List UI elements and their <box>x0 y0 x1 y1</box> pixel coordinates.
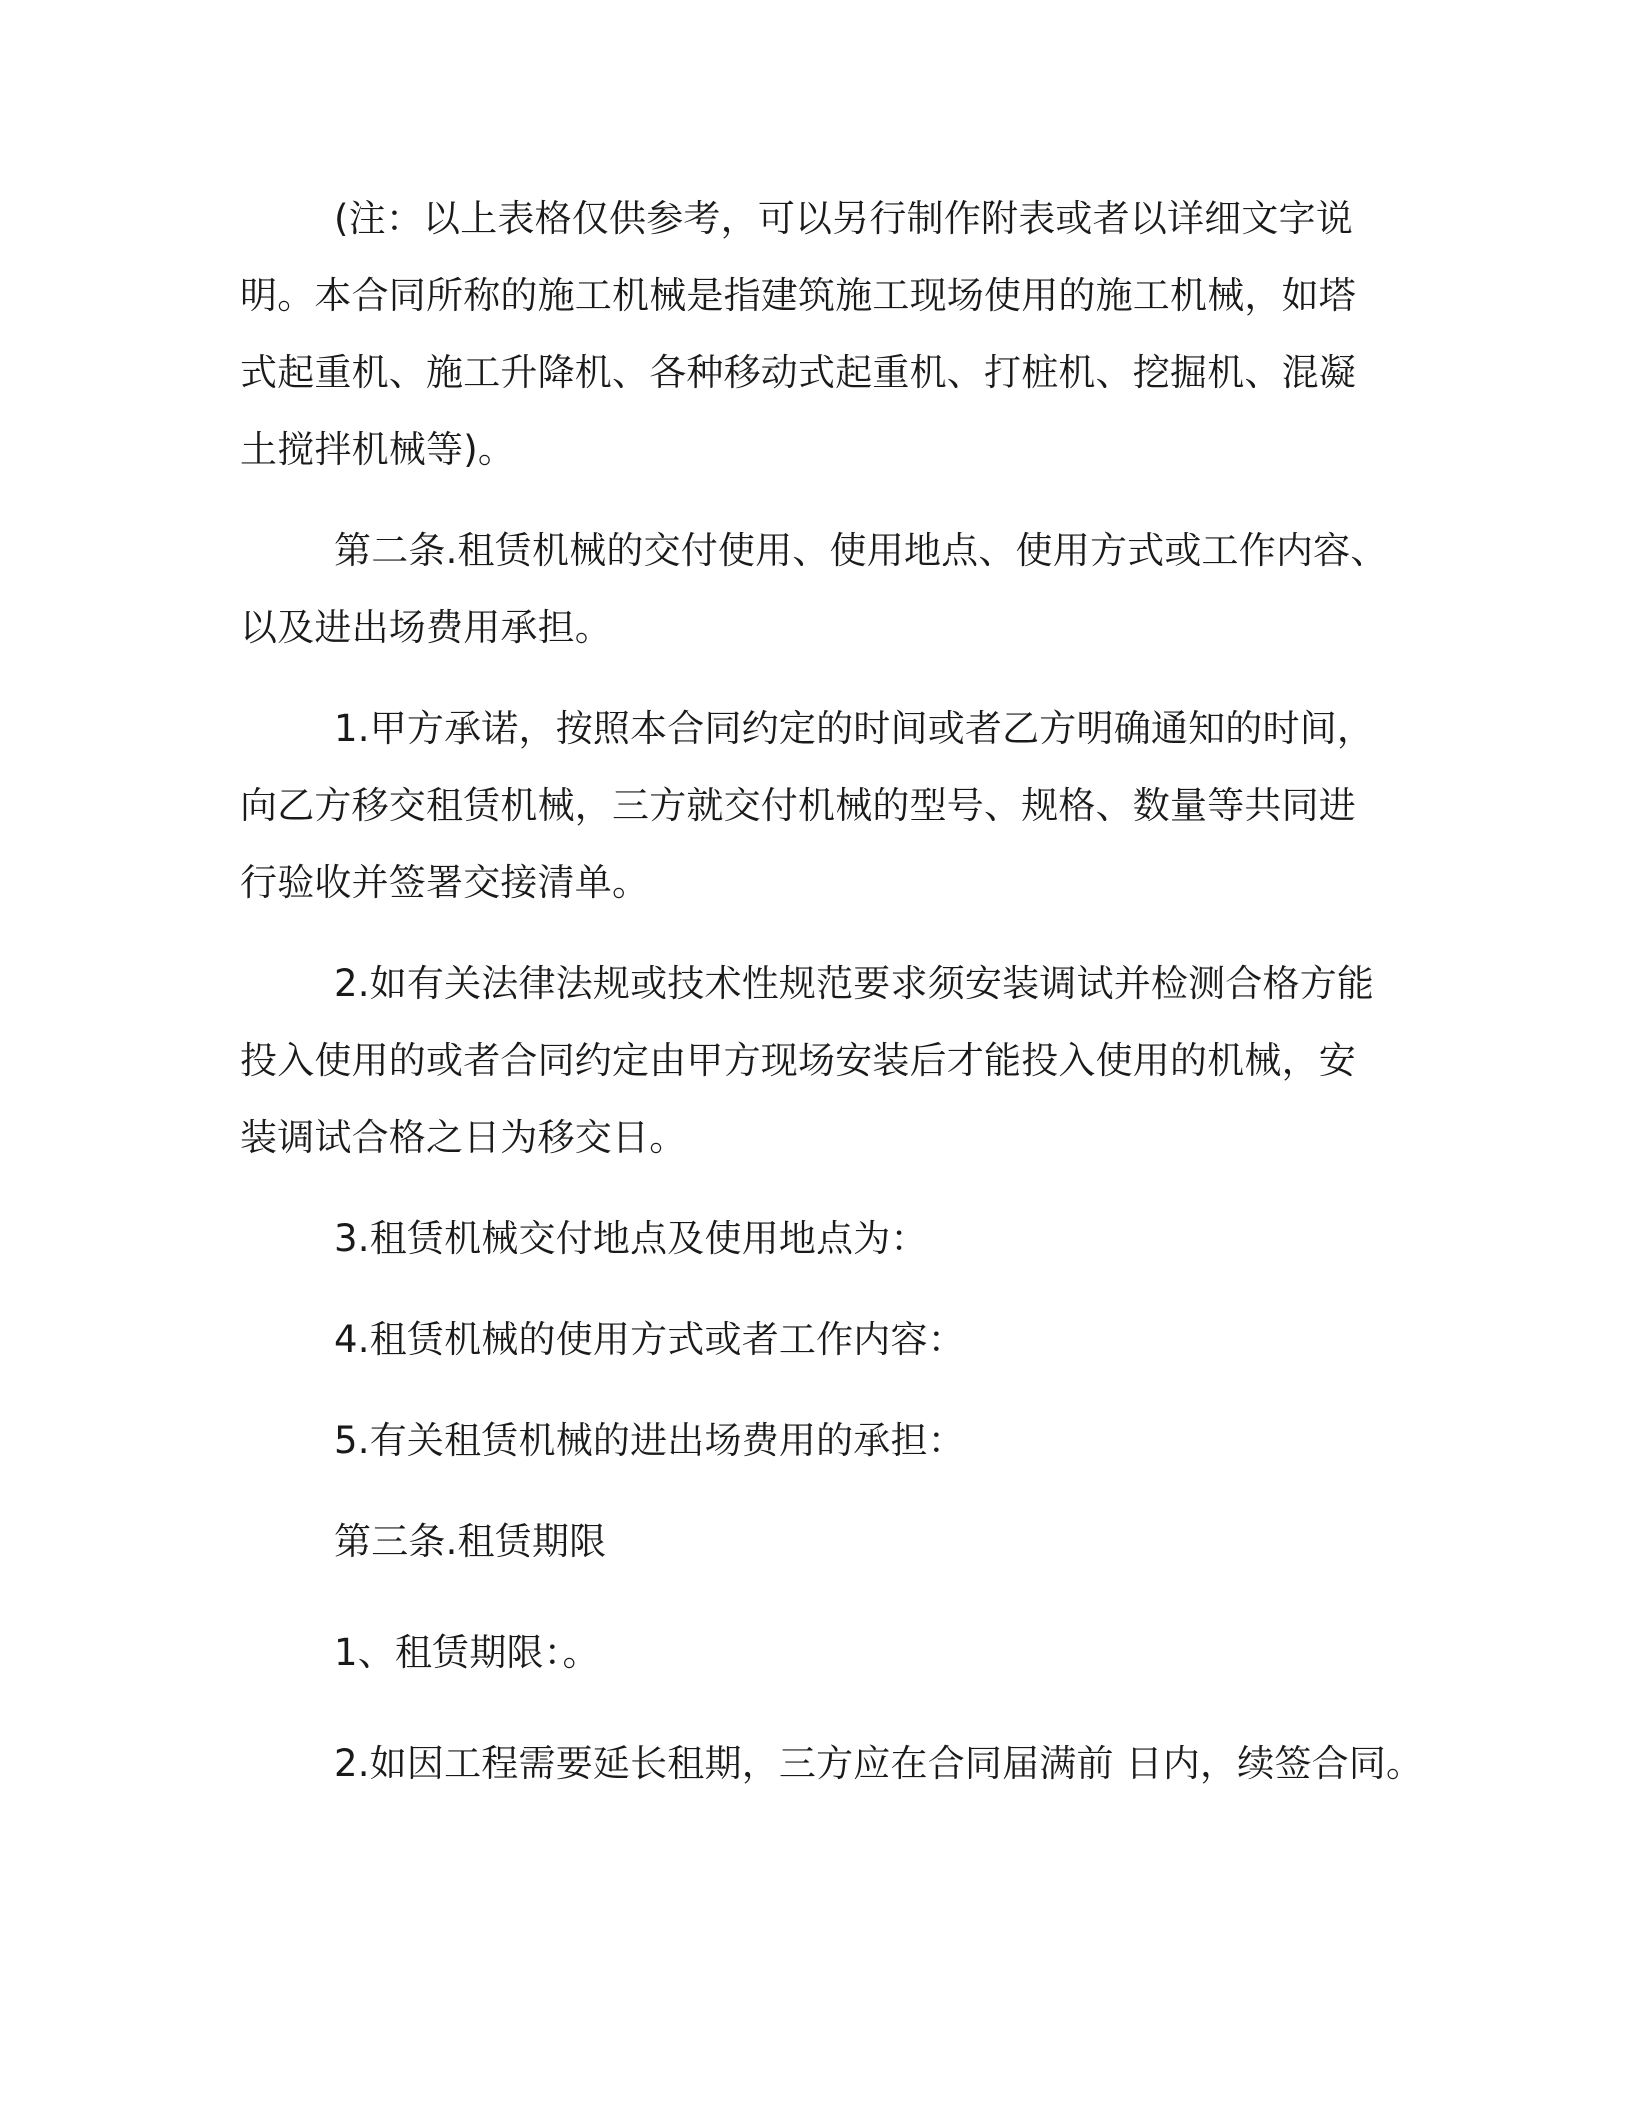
article-two-heading-line-1: 第二条.租赁机械的交付使用、使用地点、使用方式或工作内容、 <box>334 529 1388 572</box>
note-paragraph-line-3: 式起重机、施工升降机、各种移动式起重机、打桩机、挖掘机、混凝 <box>240 351 1356 394</box>
lease-term-item-2: 2.如因工程需要延长租期，三方应在合同届满前 日内，续签合同。 <box>334 1742 1424 1785</box>
article-two-heading-line-2: 以及进出场费用承担。 <box>240 606 612 649</box>
clause-2-line-3: 装调试合格之日为移交日。 <box>240 1116 687 1159</box>
clause-3: 3.租赁机械交付地点及使用地点为： <box>334 1217 928 1260</box>
clause-4: 4.租赁机械的使用方式或者工作内容： <box>334 1318 965 1361</box>
note-paragraph-line-4: 土搅拌机械等)。 <box>240 428 516 471</box>
clause-2-line-2: 投入使用的或者合同约定由甲方现场安装后才能投入使用的机械，安 <box>240 1039 1356 1082</box>
clause-2-line-1: 2.如有关法律法规或技术性规范要求须安装调试并检测合格方能 <box>334 962 1375 1005</box>
clause-1-line-2: 向乙方移交租赁机械，三方就交付机械的型号、规格、数量等共同进 <box>240 784 1356 827</box>
clause-1-line-1: 1.甲方承诺，按照本合同约定的时间或者乙方明确通知的时间， <box>334 707 1375 750</box>
lease-term-item-1: 1、租赁期限：。 <box>334 1631 600 1674</box>
note-paragraph-line-2: 明。本合同所称的施工机械是指建筑施工现场使用的施工机械，如塔 <box>240 274 1356 317</box>
note-paragraph-line-1: (注：以上表格仅供参考，可以另行制作附表或者以详细文字说 <box>334 197 1354 240</box>
clause-5: 5.有关租赁机械的进出场费用的承担： <box>334 1419 965 1462</box>
clause-1-line-3: 行验收并签署交接清单。 <box>240 861 650 904</box>
article-three-heading: 第三条.租赁期限 <box>334 1520 607 1563</box>
